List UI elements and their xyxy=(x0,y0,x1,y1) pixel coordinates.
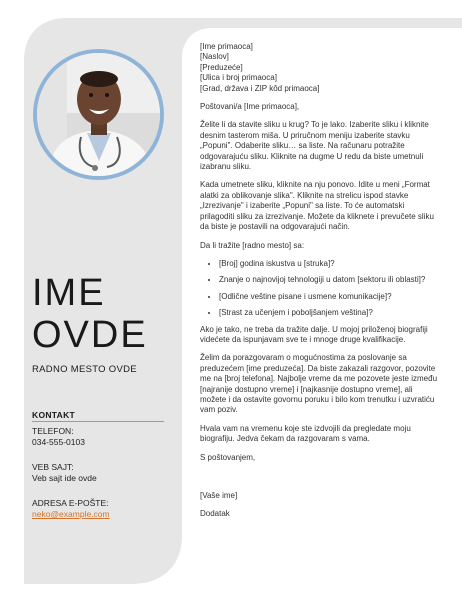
contact-website xyxy=(32,462,97,484)
recipient-title: [Naslov] xyxy=(200,52,229,62)
paragraph-6: Hvala vam na vremenu koje ste izdvojili da pregledate moju biografiju. Jedva čekam da razgovaram s vama. xyxy=(200,423,411,444)
paragraph-1: Želite li da stavite sliku u krug? To je lako. Izaberite sliku i kliknite desnim tasterom miša. U priručnom meniju izaberite stavku „Popuni". Odaberite sliku… sa liste. Na računaru potražite odgovarajuću sliku. Kliknite na dugme U redu da biste umetnuli izabranu sliku. xyxy=(200,120,429,172)
salutation: Poštovani/a [Ime primaoca], xyxy=(200,102,300,112)
contact-heading: KONTAKT xyxy=(32,410,76,420)
website-value: Veb sajt ide ovde xyxy=(32,473,97,483)
recipient-street: [Ulica i broj primaoca] xyxy=(200,73,277,83)
recipient-city: [Grad, država i ZIP kôd primaoca] xyxy=(200,83,320,93)
applicant-name xyxy=(32,272,148,356)
name-line-1: IME xyxy=(32,272,106,314)
contact-email xyxy=(32,498,110,520)
contact-divider xyxy=(32,421,164,422)
job-title: RADNO MESTO OVDE xyxy=(32,364,137,375)
email-label: ADRESA E-POŠTE: xyxy=(32,498,109,508)
closing: S poštovanjem, xyxy=(200,452,256,462)
letter-body xyxy=(200,42,440,528)
name-line-2: OVDE xyxy=(32,314,148,356)
paragraph-3: Da li tražite [radno mesto] sa: xyxy=(200,240,305,250)
list-item: • [Odlične veštine pisane i usmene komunikacije]? xyxy=(219,292,440,302)
paragraph-4: Ako je tako, ne treba da tražite dalje. U mojoj priloženoj biografiji videćete da ispunjavam sve te i mnoge druge kvalifikacije. xyxy=(200,324,428,344)
email-link[interactable]: neko@example.com xyxy=(32,509,110,519)
list-item: • Znanje o najnovijoj tehnologiji u datom [sektoru ili oblasti]? xyxy=(219,275,440,285)
phone-value: 034-555-0103 xyxy=(32,437,85,447)
paragraph-2: Kada umetnete sliku, kliknite na nju ponovo. Idite u meni „Format alatki za oblikovanje slika". Kliknite na strelicu ispod stavke „Izrezivanje" i izaberite „Popuni" sa liste. To će automatski prilagoditi sliku za izrezivanje. Možete da kliknete i prevučete sliku da biste je postavili na odgovarajući način. xyxy=(200,180,434,232)
recipient-company: [Preduzeće] xyxy=(200,62,243,72)
list-item: • [Broj] godina iskustva u [struka]? xyxy=(219,259,440,269)
sender-name: [Vaše ime] xyxy=(200,491,238,500)
person-photo[interactable] xyxy=(37,53,160,176)
recipient-address xyxy=(200,42,440,94)
person-photo-icon xyxy=(37,53,160,176)
list-item: • [Strast za učenjem i poboljšanjem veština]? xyxy=(219,308,440,318)
paragraph-5: Želim da porazgovaram o mogućnostima za poslovanje sa preduzećem [ime preduzeća]. Da biste zakazali razgovor, pozovite me na [broj telefona]. Najbolje vreme da me pozovete jeste između [najranije dostupno vreme] i [najkasnije dostupno vreme], ali možete i da ostavite govornu poruku i bilo kom trenutku i uzvratiću vam poziv. xyxy=(200,353,438,415)
signature-space xyxy=(200,471,440,491)
contact-phone xyxy=(32,426,85,448)
website-label: VEB SAJT: xyxy=(32,462,74,472)
enclosure: Dodatak xyxy=(200,509,230,519)
qualifications-list xyxy=(200,259,440,319)
recipient-name: [Ime primaoca] xyxy=(200,42,253,51)
phone-label: TELEFON: xyxy=(32,426,74,436)
